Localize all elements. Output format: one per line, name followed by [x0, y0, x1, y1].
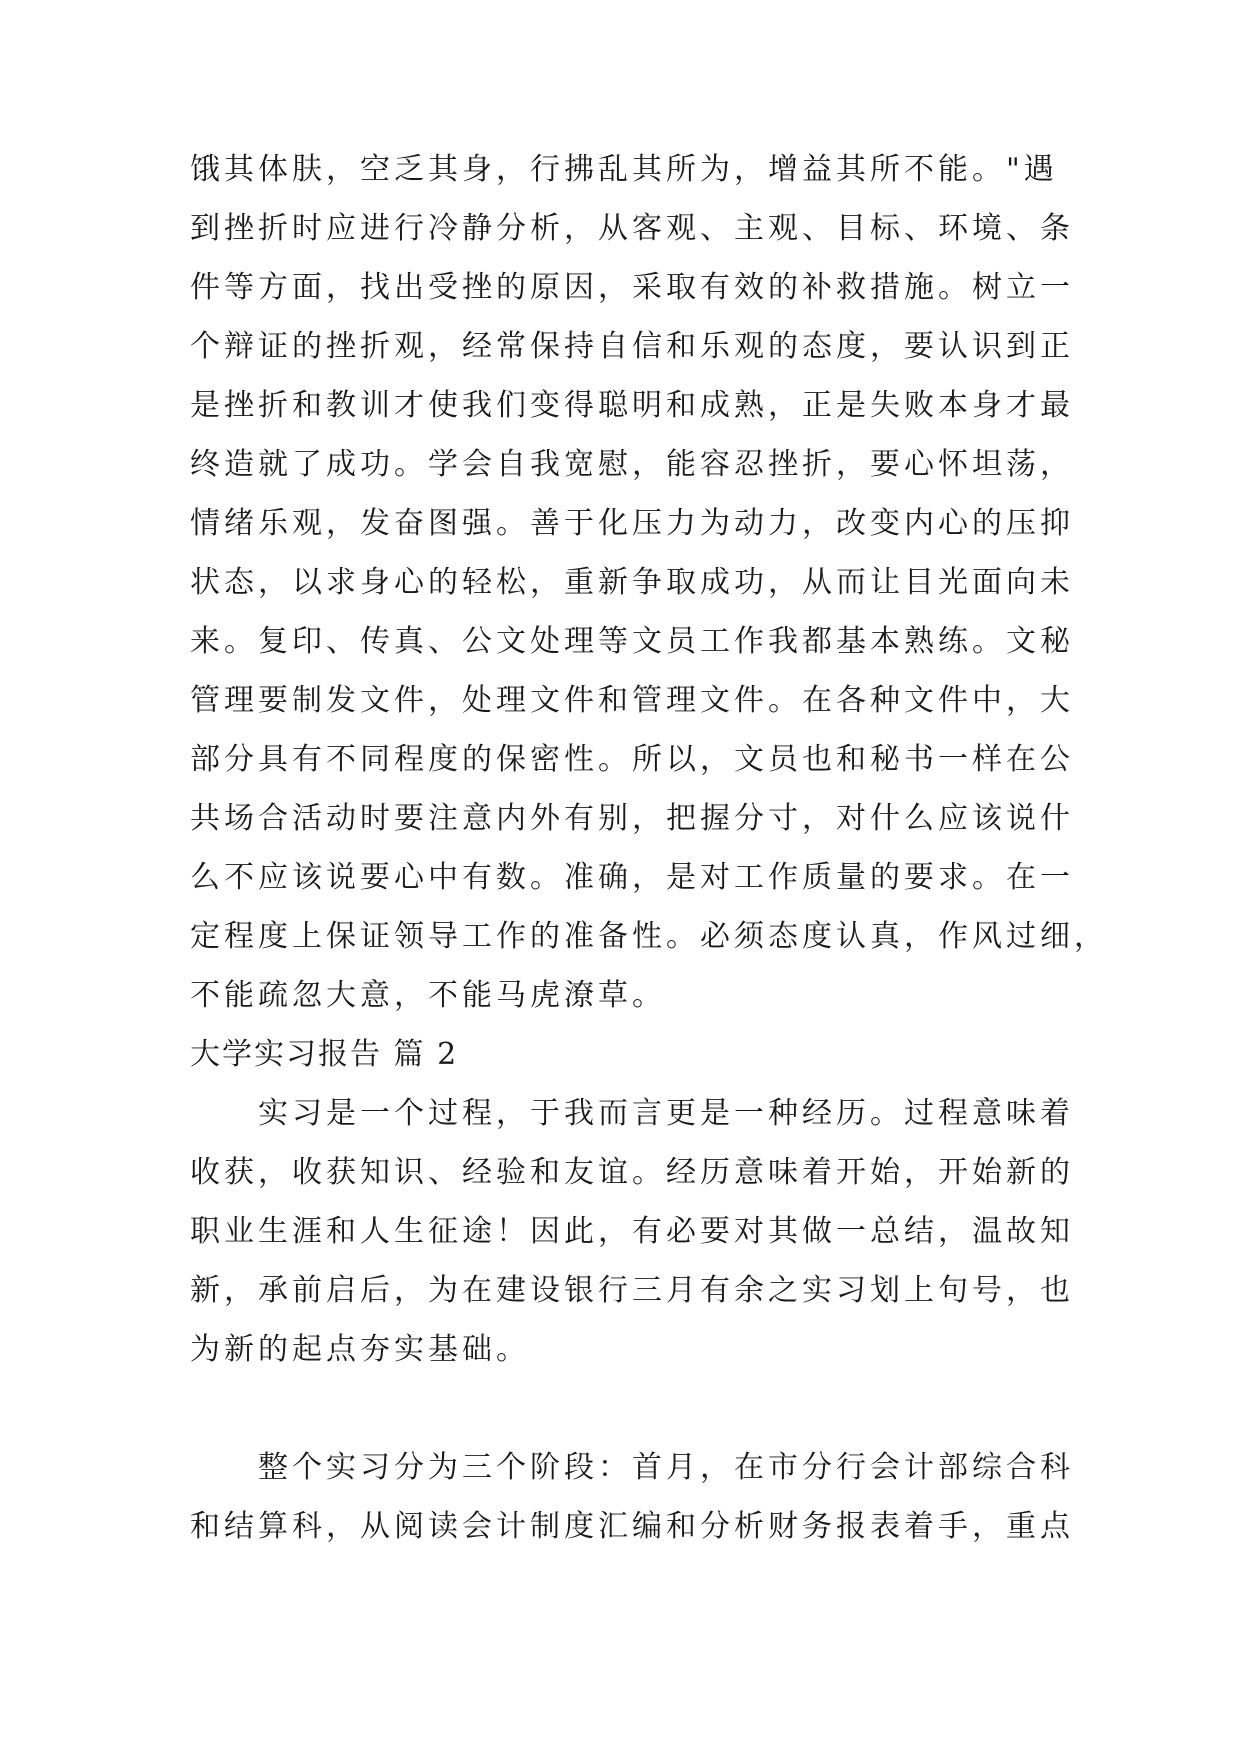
text-line: 不能疏忽大意，不能马虎潦草。 — [190, 978, 666, 1013]
text-line: 来。复印、传真、公文处理等文员工作我都基本熟练。文秘 — [190, 624, 1074, 659]
text-line: 终造就了成功。学会自我宽慰，能容忍挫折，要心怀坦荡， — [190, 447, 1074, 482]
text-line: 管理要制发文件，处理文件和管理文件。在各种文件中，大 — [190, 683, 1074, 718]
text-line: 收获，收获知识、经验和友谊。经历意味着开始，开始新的 — [190, 1155, 1074, 1190]
text-line: 情绪乐观，发奋图强。善于化压力为动力，改变内心的压抑 — [190, 506, 1074, 541]
text-line: 定程度上保证领导工作的准备性。必须态度认真，作风过细， — [190, 919, 1108, 954]
text-line: 是挫折和教训才使我们变得聪明和成熟，正是失败本身才最 — [190, 388, 1074, 423]
text-line: 个辩证的挫折观，经常保持自信和乐观的态度，要认识到正 — [190, 329, 1074, 364]
text-line: 饿其体肤，空乏其身，行拂乱其所为，增益其所不能。"遇 — [190, 152, 1058, 187]
section-heading: 大学实习报告 篇 2 — [190, 1037, 459, 1072]
text-line: 整个实习分为三个阶段：首月，在市分行会计部综合科 — [190, 1450, 1074, 1485]
text-line: 么不应该说要心中有数。准确，是对工作质量的要求。在一 — [190, 860, 1074, 895]
text-line: 共场合活动时要注意内外有别，把握分寸，对什么应该说什 — [190, 801, 1074, 836]
text-line: 部分具有不同程度的保密性。所以，文员也和秘书一样在公 — [190, 742, 1074, 777]
text-line: 件等方面，找出受挫的原因，采取有效的补救措施。树立一 — [190, 270, 1074, 305]
text-line: 实习是一个过程，于我而言更是一种经历。过程意味着 — [190, 1096, 1074, 1131]
text-line: 到挫折时应进行冷静分析，从客观、主观、目标、环境、条 — [190, 211, 1074, 246]
text-line: 新，承前启后，为在建设银行三月有余之实习划上句号，也 — [190, 1273, 1074, 1308]
text-line: 状态，以求身心的轻松，重新争取成功，从而让目光面向未 — [190, 565, 1074, 600]
text-line: 为新的起点夯实基础。 — [190, 1332, 530, 1367]
text-line: 和结算科，从阅读会计制度汇编和分析财务报表着手，重点 — [190, 1509, 1074, 1544]
text-line: 职业生涯和人生征途！因此，有必要对其做一总结，温故知 — [190, 1214, 1074, 1249]
